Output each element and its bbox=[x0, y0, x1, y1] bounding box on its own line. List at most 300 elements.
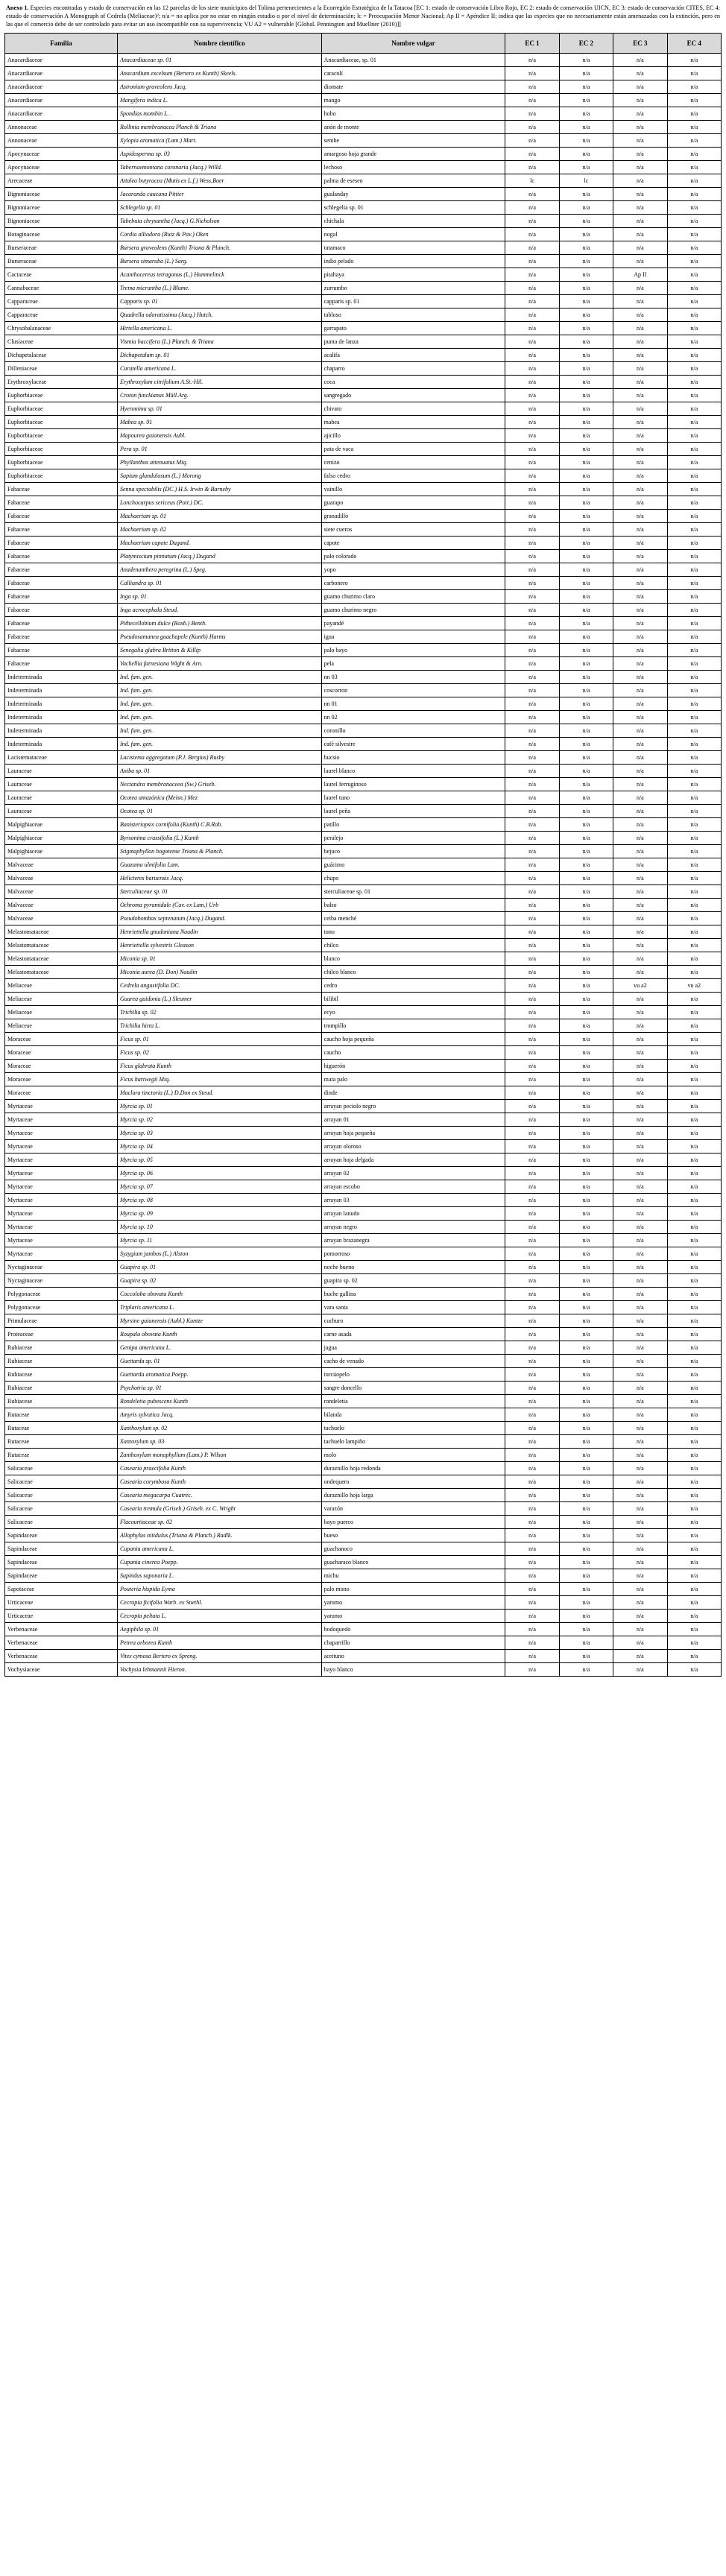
cell-ec2: n/a bbox=[559, 469, 613, 483]
cell-nombre-vulgar: chaparro bbox=[321, 362, 505, 376]
cell-nombre-cientifico: Senna spectabilis (DC.) H.S. Irwin & Barneby bbox=[117, 483, 321, 496]
cell-nombre-vulgar: chilco bbox=[321, 939, 505, 952]
cell-ec4: n/a bbox=[667, 590, 721, 604]
cell-familia: Lacistemataceae bbox=[5, 751, 118, 765]
cell-nombre-vulgar: coca bbox=[321, 376, 505, 389]
table-row bbox=[5, 1355, 722, 1368]
cell-ec4: n/a bbox=[667, 308, 721, 322]
cell-ec4: n/a bbox=[667, 483, 721, 496]
cell-ec1: n/a bbox=[505, 1247, 559, 1261]
cell-ec1: n/a bbox=[505, 1462, 559, 1475]
cell-ec4: n/a bbox=[667, 94, 721, 107]
cell-ec2: n/a bbox=[559, 1623, 613, 1636]
cell-familia: Melastomataceae bbox=[5, 952, 118, 966]
cell-ec4: n/a bbox=[667, 1113, 721, 1127]
cell-ec4: n/a bbox=[667, 469, 721, 483]
cell-ec3: n/a bbox=[613, 1288, 667, 1301]
cell-familia: Clusiaceae bbox=[5, 335, 118, 349]
cell-ec2: n/a bbox=[559, 148, 613, 161]
cell-ec4: n/a bbox=[667, 121, 721, 134]
cell-nombre-vulgar: patillo bbox=[321, 818, 505, 832]
cell-ec2: n/a bbox=[559, 496, 613, 510]
table-row bbox=[5, 1596, 722, 1610]
table-row bbox=[5, 1180, 722, 1194]
table-row bbox=[5, 1167, 722, 1180]
cell-familia: Euphorbiaceae bbox=[5, 443, 118, 456]
cell-familia: Burseraceae bbox=[5, 255, 118, 268]
cell-ec3: n/a bbox=[613, 469, 667, 483]
table-row bbox=[5, 671, 722, 684]
cell-ec3: n/a bbox=[613, 845, 667, 858]
cell-nombre-vulgar: zurrumbo bbox=[321, 282, 505, 295]
table-row bbox=[5, 469, 722, 483]
table-row bbox=[5, 630, 722, 644]
cell-ec2: n/a bbox=[559, 925, 613, 939]
cell-ec2: n/a bbox=[559, 1127, 613, 1140]
cell-ec2: n/a bbox=[559, 121, 613, 134]
cell-nombre-cientifico: Acanthocereus tetragonus (L.) Hummelinck bbox=[117, 268, 321, 282]
cell-nombre-cientifico: Pithecellobium dulce (Roxb.) Benth. bbox=[117, 617, 321, 630]
cell-familia: Rutaceae bbox=[5, 1449, 118, 1462]
table-row bbox=[5, 94, 722, 107]
cell-nombre-cientifico: Jacaranda caucana Pittier bbox=[117, 188, 321, 201]
cell-familia: Chrysobalanaceae bbox=[5, 322, 118, 335]
cell-ec1: n/a bbox=[505, 241, 559, 255]
table-row bbox=[5, 1489, 722, 1502]
cell-ec1: n/a bbox=[505, 1408, 559, 1422]
table-row bbox=[5, 1542, 722, 1556]
cell-ec4: n/a bbox=[667, 80, 721, 94]
cell-nombre-cientifico: Vochysia lehmannii Hieron. bbox=[117, 1663, 321, 1677]
cell-nombre-vulgar: laurel tuno bbox=[321, 791, 505, 805]
cell-familia: Annonaceae bbox=[5, 121, 118, 134]
cell-ec2: n/a bbox=[559, 1583, 613, 1596]
cell-ec2: n/a bbox=[559, 1234, 613, 1247]
cell-nombre-vulgar: punta de lanza bbox=[321, 335, 505, 349]
cell-ec2: n/a bbox=[559, 1542, 613, 1556]
table-row bbox=[5, 1019, 722, 1033]
cell-familia: Indeterminada bbox=[5, 724, 118, 738]
cell-familia: Rubiaceae bbox=[5, 1382, 118, 1395]
cell-nombre-cientifico: Rollinia membranacea Planch & Triana bbox=[117, 121, 321, 134]
cell-ec1: n/a bbox=[505, 416, 559, 429]
cell-ec4: n/a bbox=[667, 1475, 721, 1489]
cell-ec3: n/a bbox=[613, 577, 667, 590]
cell-ec4: n/a bbox=[667, 1583, 721, 1596]
table-row bbox=[5, 429, 722, 443]
cell-ec3: n/a bbox=[613, 389, 667, 402]
cell-familia: Moraceae bbox=[5, 1086, 118, 1100]
table-caption bbox=[4, 4, 722, 28]
cell-familia: Meliaceae bbox=[5, 1019, 118, 1033]
cell-ec3: n/a bbox=[613, 1221, 667, 1234]
cell-ec4: n/a bbox=[667, 322, 721, 335]
cell-familia: Capparaceae bbox=[5, 308, 118, 322]
cell-ec2: n/a bbox=[559, 1261, 613, 1274]
cell-nombre-cientifico: Inga acrocephala Steud. bbox=[117, 604, 321, 617]
cell-nombre-cientifico: Machaerium capote Dugand. bbox=[117, 537, 321, 550]
cell-familia: Myrtaceae bbox=[5, 1167, 118, 1180]
cell-familia: Moraceae bbox=[5, 1033, 118, 1046]
cell-ec1: n/a bbox=[505, 1180, 559, 1194]
cell-nombre-vulgar: guacharaco blanco bbox=[321, 1556, 505, 1569]
cell-ec2: n/a bbox=[559, 604, 613, 617]
table-row bbox=[5, 1288, 722, 1301]
cell-ec4: n/a bbox=[667, 107, 721, 121]
cell-ec2: n/a bbox=[559, 1140, 613, 1153]
cell-familia: Euphorbiaceae bbox=[5, 416, 118, 429]
cell-ec1: n/a bbox=[505, 630, 559, 644]
cell-nombre-cientifico: Myrcia sp. 09 bbox=[117, 1207, 321, 1221]
table-row bbox=[5, 322, 722, 335]
cell-familia: Euphorbiaceae bbox=[5, 456, 118, 469]
cell-ec3: n/a bbox=[613, 1489, 667, 1502]
cell-nombre-cientifico: Anacardium excelsum (Bertero ex Kunth) Skeels. bbox=[117, 67, 321, 80]
cell-ec2: n/a bbox=[559, 134, 613, 148]
cell-nombre-vulgar: laurel blanco bbox=[321, 765, 505, 778]
cell-ec1: n/a bbox=[505, 1328, 559, 1341]
cell-ec2: n/a bbox=[559, 255, 613, 268]
cell-ec4: n/a bbox=[667, 148, 721, 161]
cell-nombre-cientifico: Anadenanthera peregrina (L.) Speg. bbox=[117, 563, 321, 577]
cell-nombre-cientifico: Cecropia peltata L. bbox=[117, 1610, 321, 1623]
cell-nombre-cientifico: Xantoxylum sp. 03 bbox=[117, 1435, 321, 1449]
cell-ec4: n/a bbox=[667, 1261, 721, 1274]
cell-ec3: n/a bbox=[613, 1341, 667, 1355]
cell-ec2: n/a bbox=[559, 215, 613, 228]
table-row bbox=[5, 711, 722, 724]
cell-nombre-cientifico: Guazuma ulmifolia Lam. bbox=[117, 858, 321, 872]
cell-nombre-cientifico: Mapourea guianensis Aubl. bbox=[117, 429, 321, 443]
cell-ec4: n/a bbox=[667, 1086, 721, 1100]
cell-ec4: n/a bbox=[667, 295, 721, 308]
table-row bbox=[5, 1328, 722, 1341]
cell-nombre-cientifico: Sapindus saponaria L. bbox=[117, 1569, 321, 1583]
cell-ec2: n/a bbox=[559, 899, 613, 912]
cell-nombre-vulgar: garrapato bbox=[321, 322, 505, 335]
cell-ec3: Ap II bbox=[613, 268, 667, 282]
table-row bbox=[5, 510, 722, 523]
cell-nombre-cientifico: Ind. fam. gen. bbox=[117, 697, 321, 711]
cell-ec1: n/a bbox=[505, 1207, 559, 1221]
cell-ec3: n/a bbox=[613, 1301, 667, 1314]
cell-ec2: n/a bbox=[559, 858, 613, 872]
cell-ec1: n/a bbox=[505, 939, 559, 952]
cell-ec2: n/a bbox=[559, 590, 613, 604]
cell-ec1: n/a bbox=[505, 1569, 559, 1583]
cell-ec4: n/a bbox=[667, 523, 721, 537]
cell-nombre-cientifico: Ind. fam. gen. bbox=[117, 711, 321, 724]
cell-nombre-vulgar: guachanoco bbox=[321, 1542, 505, 1556]
cell-ec1: n/a bbox=[505, 684, 559, 697]
cell-ec3: vu a2 bbox=[613, 979, 667, 993]
cell-ec1: n/a bbox=[505, 1583, 559, 1596]
cell-familia: Bignoniaceae bbox=[5, 215, 118, 228]
cell-ec2: n/a bbox=[559, 1462, 613, 1475]
cell-ec2: n/a bbox=[559, 952, 613, 966]
cell-nombre-cientifico: Spondias mombin L. bbox=[117, 107, 321, 121]
cell-nombre-cientifico: Cupania americana L. bbox=[117, 1542, 321, 1556]
cell-ec1: n/a bbox=[505, 697, 559, 711]
cell-ec3: n/a bbox=[613, 1207, 667, 1221]
cell-nombre-vulgar: caracolí bbox=[321, 67, 505, 80]
cell-familia: Fabaceae bbox=[5, 523, 118, 537]
cell-ec4: n/a bbox=[667, 1153, 721, 1167]
cell-ec1: n/a bbox=[505, 1341, 559, 1355]
cell-nombre-vulgar: sangre doncello bbox=[321, 1382, 505, 1395]
cell-ec3: n/a bbox=[613, 590, 667, 604]
cell-nombre-vulgar: amargoso hoja grande bbox=[321, 148, 505, 161]
cell-nombre-vulgar: varazón bbox=[321, 1502, 505, 1516]
cell-ec3: n/a bbox=[613, 402, 667, 416]
cell-ec3: n/a bbox=[613, 1100, 667, 1113]
cell-ec2: lc bbox=[559, 174, 613, 188]
cell-nombre-cientifico: Mabea sp. 01 bbox=[117, 416, 321, 429]
cell-ec4: n/a bbox=[667, 67, 721, 80]
cell-nombre-cientifico: Ficus glabrata Kunth bbox=[117, 1060, 321, 1073]
cell-ec4: n/a bbox=[667, 174, 721, 188]
cell-ec2: n/a bbox=[559, 308, 613, 322]
cell-nombre-vulgar: guarapo bbox=[321, 496, 505, 510]
cell-ec2: n/a bbox=[559, 1368, 613, 1382]
cell-familia: Verbenaceae bbox=[5, 1636, 118, 1650]
cell-ec4: n/a bbox=[667, 993, 721, 1006]
cell-nombre-cientifico: Dichapetalum sp. 01 bbox=[117, 349, 321, 362]
cell-ec3: n/a bbox=[613, 1194, 667, 1207]
cell-nombre-vulgar: cenizo bbox=[321, 456, 505, 469]
cell-nombre-vulgar: ondequero bbox=[321, 1475, 505, 1489]
cell-nombre-vulgar: coronillo bbox=[321, 724, 505, 738]
cell-ec1: n/a bbox=[505, 443, 559, 456]
cell-ec1: n/a bbox=[505, 671, 559, 684]
cell-ec3: n/a bbox=[613, 1449, 667, 1462]
cell-ec1: n/a bbox=[505, 644, 559, 657]
cell-ec4: n/a bbox=[667, 845, 721, 858]
table-row bbox=[5, 1516, 722, 1529]
cell-ec3: n/a bbox=[613, 751, 667, 765]
cell-ec1: n/a bbox=[505, 751, 559, 765]
cell-ec1: n/a bbox=[505, 1355, 559, 1368]
cell-ec1: n/a bbox=[505, 1650, 559, 1663]
cell-ec3: n/a bbox=[613, 1583, 667, 1596]
cell-nombre-cientifico: Platymiscium pinnatum (Jacq.) Dugand bbox=[117, 550, 321, 563]
cell-nombre-cientifico: Cordia alliodora (Ruiz & Pav.) Oken bbox=[117, 228, 321, 241]
cell-nombre-cientifico: Myrcia sp. 05 bbox=[117, 1153, 321, 1167]
table-row bbox=[5, 107, 722, 121]
cell-familia: Sapindaceae bbox=[5, 1569, 118, 1583]
cell-familia: Myrtaceae bbox=[5, 1234, 118, 1247]
cell-ec1: n/a bbox=[505, 550, 559, 563]
cell-ec2: n/a bbox=[559, 161, 613, 174]
table-row bbox=[5, 858, 722, 872]
cell-ec1: n/a bbox=[505, 1529, 559, 1542]
table-row bbox=[5, 456, 722, 469]
cell-ec2: n/a bbox=[559, 1610, 613, 1623]
cell-ec3: n/a bbox=[613, 1328, 667, 1341]
cell-ec2: n/a bbox=[559, 322, 613, 335]
cell-familia: Malvaceae bbox=[5, 872, 118, 885]
cell-nombre-cientifico: Tabernaemontana coronaria (Jacq.) Willd. bbox=[117, 161, 321, 174]
cell-ec1: n/a bbox=[505, 657, 559, 671]
table-row bbox=[5, 1408, 722, 1422]
cell-nombre-vulgar: nogal bbox=[321, 228, 505, 241]
cell-ec3: n/a bbox=[613, 1006, 667, 1019]
cell-ec2: n/a bbox=[559, 1019, 613, 1033]
cell-ec2: n/a bbox=[559, 1046, 613, 1060]
cell-familia: Fabaceae bbox=[5, 604, 118, 617]
cell-ec4: n/a bbox=[667, 1382, 721, 1395]
cell-nombre-cientifico: Aegiphila sp. 01 bbox=[117, 1623, 321, 1636]
table-row bbox=[5, 362, 722, 376]
cell-nombre-cientifico: Myrsine guianensis (Aubl.) Kuntze bbox=[117, 1314, 321, 1328]
cell-ec3: n/a bbox=[613, 1475, 667, 1489]
table-header bbox=[5, 34, 722, 54]
cell-ec1: n/a bbox=[505, 1395, 559, 1408]
cell-ec4: n/a bbox=[667, 1073, 721, 1086]
cell-nombre-cientifico: Banisteriopsis cornifolia (Kunth) C.B.Rob. bbox=[117, 818, 321, 832]
cell-familia: Fabaceae bbox=[5, 510, 118, 523]
cell-nombre-cientifico: Myrcia sp. 03 bbox=[117, 1127, 321, 1140]
table-row bbox=[5, 80, 722, 94]
cell-ec3: n/a bbox=[613, 885, 667, 899]
cell-familia: Rubiaceae bbox=[5, 1395, 118, 1408]
cell-ec3: n/a bbox=[613, 1435, 667, 1449]
cell-familia: Myrtaceae bbox=[5, 1113, 118, 1127]
cell-nombre-cientifico: Triplaris americana L. bbox=[117, 1301, 321, 1314]
cell-nombre-cientifico: Phyllanthus attenuatus Miq. bbox=[117, 456, 321, 469]
table-row bbox=[5, 1060, 722, 1073]
cell-nombre-cientifico: Psychotria sp. 01 bbox=[117, 1382, 321, 1395]
cell-ec2: n/a bbox=[559, 939, 613, 952]
cell-nombre-cientifico: Ficus sp. 02 bbox=[117, 1046, 321, 1060]
cell-ec3: n/a bbox=[613, 925, 667, 939]
cell-nombre-cientifico: Machaerium sp. 02 bbox=[117, 523, 321, 537]
cell-familia: Melastomataceae bbox=[5, 939, 118, 952]
cell-ec1: n/a bbox=[505, 282, 559, 295]
cell-ec2: n/a bbox=[559, 818, 613, 832]
cell-nombre-cientifico: Erythroxylum citrifolium A.St.-Hil. bbox=[117, 376, 321, 389]
cell-ec1: n/a bbox=[505, 537, 559, 550]
cell-ec3: n/a bbox=[613, 228, 667, 241]
cell-familia: Verbenaceae bbox=[5, 1650, 118, 1663]
cell-ec4: n/a bbox=[667, 1100, 721, 1113]
cell-familia: Lauraceae bbox=[5, 805, 118, 818]
cell-ec4: n/a bbox=[667, 1180, 721, 1194]
cell-ec4: n/a bbox=[667, 644, 721, 657]
cell-ec2: n/a bbox=[559, 416, 613, 429]
cell-ec3: n/a bbox=[613, 912, 667, 925]
table-row bbox=[5, 1435, 722, 1449]
caption-text: Especies encontradas y estado de conservación en las 12 parcelas de los siete municipios del Tolima pertenecientes a la Ecorregión Estratégica de la Tatacoa [EC 1: estado de conservación Libro Rojo, EC 2: estado de conservación UICN, EC 3: estado de conservación CITES, EC 4: estado de conservación A Monograph of Cedrela (Meliaceae)²; n/a = no aplica por no estar en ningún estudio o por el nivel de determinación; lc = Preocupación Menor Nacional; Ap II = Apéndice II; indica que las especies que no necesariamente están amenazadas con la extinción, pero en las que el comercio debe de ser controlado para evitar un uso incompatible con su supervivencia; VU A2 = vulnerable [Global. Pennington and Muellner (2010)]] bbox=[6, 4, 720, 28]
cell-familia: Euphorbiaceae bbox=[5, 469, 118, 483]
cell-ec2: n/a bbox=[559, 1006, 613, 1019]
cell-ec3: n/a bbox=[613, 939, 667, 952]
cell-familia: Bignoniaceae bbox=[5, 188, 118, 201]
cell-nombre-vulgar: trompillo bbox=[321, 1019, 505, 1033]
cell-familia: Cactaceae bbox=[5, 268, 118, 282]
cell-familia: Malvaceae bbox=[5, 858, 118, 872]
cell-familia: Rutaceae bbox=[5, 1422, 118, 1435]
cell-nombre-cientifico: Myrcia sp. 06 bbox=[117, 1167, 321, 1180]
cell-ec3: n/a bbox=[613, 161, 667, 174]
table-row bbox=[5, 590, 722, 604]
table-row bbox=[5, 67, 722, 80]
table-row bbox=[5, 295, 722, 308]
cell-ec2: n/a bbox=[559, 1153, 613, 1167]
cell-nombre-vulgar: pomorroso bbox=[321, 1247, 505, 1261]
cell-ec4: n/a bbox=[667, 1006, 721, 1019]
cell-ec2: n/a bbox=[559, 1569, 613, 1583]
cell-nombre-vulgar: palo colorado bbox=[321, 550, 505, 563]
cell-nombre-vulgar: nn 03 bbox=[321, 671, 505, 684]
cell-ec2: n/a bbox=[559, 389, 613, 402]
cell-ec3: n/a bbox=[613, 711, 667, 724]
cell-ec1: n/a bbox=[505, 1314, 559, 1328]
cell-ec3: n/a bbox=[613, 550, 667, 563]
table-row bbox=[5, 1221, 722, 1234]
cell-nombre-cientifico: Bursera graveolens (Kunth) Triana & Planch. bbox=[117, 241, 321, 255]
cell-ec4: n/a bbox=[667, 537, 721, 550]
cell-nombre-cientifico: Vitex cymosa Bertero ex Spreng. bbox=[117, 1650, 321, 1663]
cell-ec1: n/a bbox=[505, 925, 559, 939]
cell-nombre-vulgar: noche bueno bbox=[321, 1261, 505, 1274]
cell-ec3: n/a bbox=[613, 738, 667, 751]
cell-ec2: n/a bbox=[559, 872, 613, 885]
cell-ec3: n/a bbox=[613, 872, 667, 885]
cell-familia: Sapotaceae bbox=[5, 1583, 118, 1596]
cell-ec4: n/a bbox=[667, 1368, 721, 1382]
cell-nombre-vulgar: pitahaya bbox=[321, 268, 505, 282]
cell-ec4: n/a bbox=[667, 738, 721, 751]
cell-ec2: n/a bbox=[559, 805, 613, 818]
cell-ec1: n/a bbox=[505, 604, 559, 617]
cell-ec1: n/a bbox=[505, 1261, 559, 1274]
cell-ec1: n/a bbox=[505, 1019, 559, 1033]
cell-nombre-cientifico: Hyeronima sp. 01 bbox=[117, 402, 321, 416]
cell-ec3: n/a bbox=[613, 563, 667, 577]
cell-ec2: n/a bbox=[559, 1475, 613, 1489]
cell-familia: Salicaceae bbox=[5, 1462, 118, 1475]
cell-ec1: n/a bbox=[505, 1435, 559, 1449]
cell-ec3: n/a bbox=[613, 1167, 667, 1180]
cell-ec2: n/a bbox=[559, 107, 613, 121]
cell-ec3: n/a bbox=[613, 1355, 667, 1368]
cell-ec2: n/a bbox=[559, 1167, 613, 1180]
table-row bbox=[5, 1502, 722, 1516]
cell-familia: Indeterminada bbox=[5, 697, 118, 711]
cell-ec1: n/a bbox=[505, 228, 559, 241]
cell-ec4: n/a bbox=[667, 1314, 721, 1328]
cell-nombre-vulgar: arrayan hoja delgada bbox=[321, 1153, 505, 1167]
cell-nombre-cientifico: Trema micrantha (L.) Blume. bbox=[117, 282, 321, 295]
cell-familia: Polygonaceae bbox=[5, 1301, 118, 1314]
cell-ec2: n/a bbox=[559, 1207, 613, 1221]
cell-ec4: n/a bbox=[667, 201, 721, 215]
cell-nombre-cientifico: Maclura tinctoria (L.) D.Don ex Steud. bbox=[117, 1086, 321, 1100]
cell-ec2: n/a bbox=[559, 832, 613, 845]
cell-ec1: n/a bbox=[505, 912, 559, 925]
cell-ec4: n/a bbox=[667, 188, 721, 201]
cell-nombre-vulgar: indio pelado bbox=[321, 255, 505, 268]
cell-ec1: n/a bbox=[505, 1046, 559, 1060]
cell-nombre-vulgar: chilco blanco bbox=[321, 966, 505, 979]
cell-ec4: vu a2 bbox=[667, 979, 721, 993]
cell-nombre-vulgar: granadillo bbox=[321, 510, 505, 523]
cell-ec1: n/a bbox=[505, 805, 559, 818]
cell-nombre-vulgar: yarumo bbox=[321, 1596, 505, 1610]
cell-familia: Erythroxylaceae bbox=[5, 376, 118, 389]
cell-ec1: n/a bbox=[505, 724, 559, 738]
